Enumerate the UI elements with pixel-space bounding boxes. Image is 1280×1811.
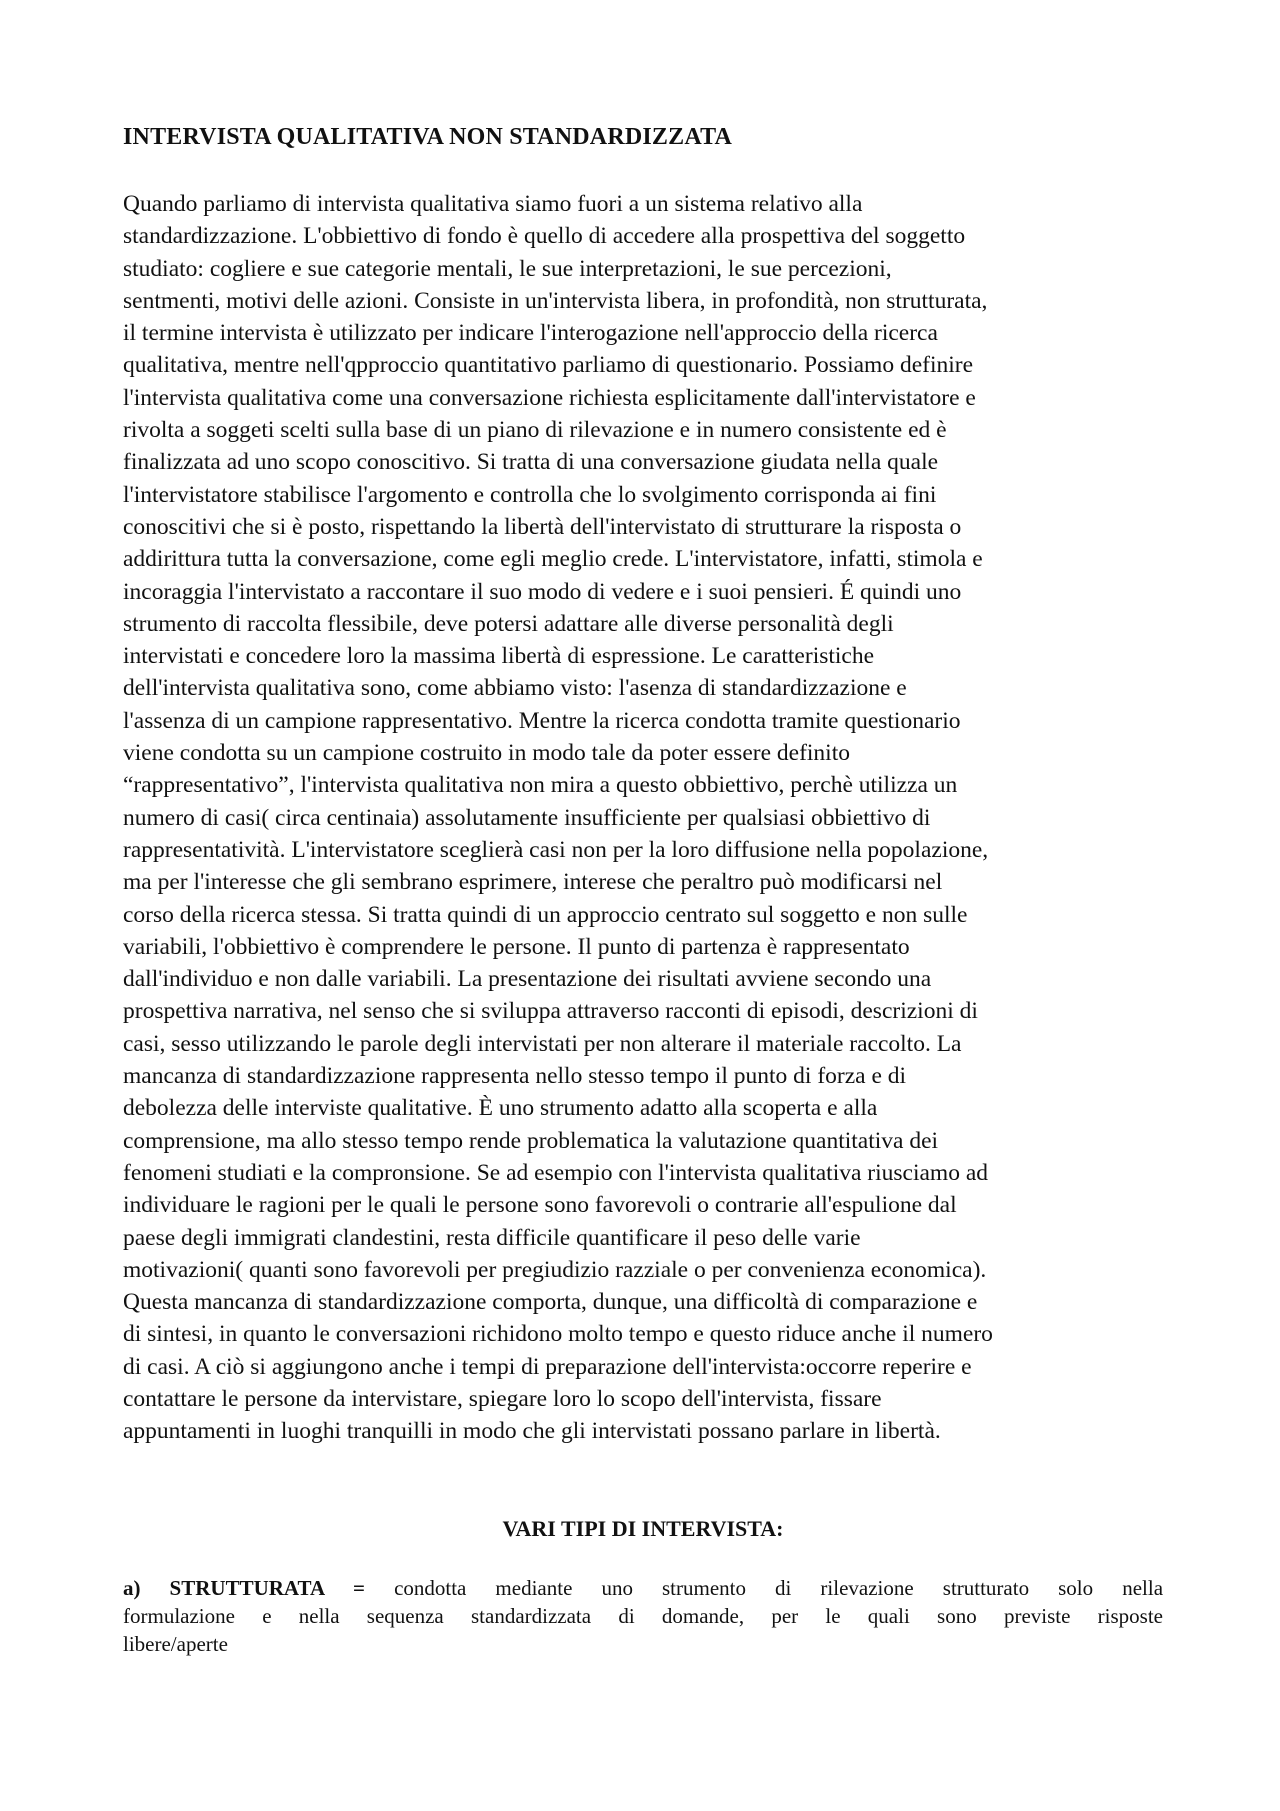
body-line: l'intervista qualitativa come una conversazione richiesta esplicitamente dall'intervistatore e bbox=[123, 384, 976, 411]
body-line: finalizzata ad uno scopo conoscitivo. Si tratta di una conversazione giudata nella quale bbox=[123, 449, 939, 476]
body-line: strumento di raccolta flessibile, deve potersi adattare alle diverse personalità degli bbox=[123, 610, 894, 637]
body-line: rivolta a soggeti scelti sulla base di un piano di rilevazione e in numero consistente ed è bbox=[123, 417, 947, 444]
type-a-line bbox=[123, 1574, 1163, 1602]
body-line: variabili, l'obbiettivo è comprendere le persone. Il punto di partenza è rappresentato bbox=[123, 933, 910, 960]
body-line: standardizzazione. L'obbiettivo di fondo è quello di accedere alla prospettiva del soggetto bbox=[123, 223, 966, 250]
body-line: viene condotta su un campione costruito in modo tale da poter essere definito bbox=[123, 740, 850, 767]
section-heading: VARI TIPI DI INTERVISTA: bbox=[502, 1516, 784, 1541]
body-line: dall'individuo e non dalle variabili. La presentazione dei risultati avviene secondo una bbox=[123, 966, 932, 993]
body-line: conoscitivi che si è posto, rispettando la libertà dell'intervistato di strutturare la risposta o bbox=[123, 513, 962, 540]
body-line: fenomeni studiati e la compronsione. Se ad esempio con l'intervista qualitativa riusciamo ad bbox=[123, 1159, 989, 1186]
body-line: dell'intervista qualitativa sono, come abbiamo visto: l'asenza di standardizzazione e bbox=[123, 675, 907, 702]
interview-type-a bbox=[123, 1574, 1163, 1658]
body-line: di sintesi, in quanto le conversazioni richidono molto tempo e questo riduce anche il numero bbox=[123, 1321, 993, 1348]
body-line: di casi. A ciò si aggiungono anche i tempi di preparazione dell'intervista:occorre reperire e bbox=[123, 1353, 972, 1380]
body-line: intervistati e concedere loro la massima libertà di espressione. Le caratteristiche bbox=[123, 643, 875, 670]
type-a-line: libere/aperte bbox=[123, 1632, 228, 1656]
body-line: il termine intervista è utilizzato per indicare l'interogazione nell'approccio della ricerca bbox=[123, 320, 938, 347]
body-line: l'assenza di un campione rappresentativo. Mentre la ricerca condotta tramite questionario bbox=[123, 707, 961, 734]
body-line: Questa mancanza di standardizzazione comporta, dunque, una difficoltà di comparazione e bbox=[123, 1289, 978, 1316]
body-line: incoraggia l'intervistato a raccontare il suo modo di vedere e i suoi pensieri. É quindi uno bbox=[123, 578, 962, 605]
body-line: qualitativa, mentre nell'qpproccio quantitativo parliamo di questionario. Possiamo definire bbox=[123, 352, 974, 379]
body-line: paese degli immigrati clandestini, resta difficile quantificare il peso delle varie bbox=[123, 1224, 861, 1251]
body-line: corso della ricerca stessa. Si tratta quindi di un approccio centrato sul soggetto e non sulle bbox=[123, 901, 968, 928]
body-line: “rappresentativo”, l'intervista qualitativa non mira a questo obbiettivo, perchè utilizza un bbox=[123, 772, 958, 799]
body-line: addirittura tutta la conversazione, come egli meglio crede. L'intervistatore, infatti, stimola e bbox=[123, 546, 983, 573]
body-line: appuntamenti in luoghi tranquilli in modo che gli intervistati possano parlare in libertà. bbox=[123, 1418, 941, 1445]
body-line: rappresentatività. L'intervistatore sceglierà casi non per la loro diffusione nella popolazione, bbox=[123, 836, 989, 863]
body-line: contattare le persone da intervistare, spiegare loro lo scopo dell'intervista, fissare bbox=[123, 1385, 882, 1412]
body-line: debolezza delle interviste qualitative. È uno strumento adatto alla scoperta e alla bbox=[123, 1095, 878, 1122]
body-line: sentmenti, motivi delle azioni. Consiste in un'intervista libera, in profondità, non strutturata, bbox=[123, 287, 988, 314]
type-a-label: a) STRUTTURATA = bbox=[123, 1576, 365, 1600]
body-line: motivazioni( quanti sono favorevoli per pregiudizio razziale o per convenienza economica). bbox=[123, 1256, 987, 1283]
body-line: ma per l'interesse che gli sembrano esprimere, interese che peraltro può modificarsi nel bbox=[123, 869, 943, 896]
body-line: numero di casi( circa centinaia) assolutamente insufficiente per qualsiasi obbiettivo di bbox=[123, 804, 931, 831]
type-a-definition-start: condotta mediante uno strumento di rilevazione strutturato solo nella bbox=[394, 1576, 1164, 1600]
document-title: INTERVISTA QUALITATIVA NON STANDARDIZZATA bbox=[123, 124, 733, 150]
body-line: l'intervistatore stabilisce l'argomento e controlla che lo svolgimento corrisponda ai fini bbox=[123, 481, 937, 508]
body-line: individuare le ragioni per le quali le persone sono favorevoli o contrarie all'espulione dal bbox=[123, 1192, 957, 1219]
body-line: mancanza di standardizzazione rappresenta nello stesso tempo il punto di forza e di bbox=[123, 1063, 907, 1090]
body-line: Quando parliamo di intervista qualitativa siamo fuori a un sistema relativo alla bbox=[123, 191, 863, 217]
body-line: comprensione, ma allo stesso tempo rende problematica la valutazione quantitativa dei bbox=[123, 1127, 939, 1154]
type-a-line: formulazione e nella sequenza standardizzata di domande, per le quali sono previste risposte bbox=[123, 1604, 1163, 1628]
body-line: studiato: cogliere e sue categorie mentali, le sue interpretazioni, le sue percezioni, bbox=[123, 255, 892, 282]
body-line: prospettiva narrativa, nel senso che si sviluppa attraverso racconti di episodi, descrizioni di bbox=[123, 998, 978, 1025]
body-line: casi, sesso utilizzando le parole degli intervistati per non alterare il materiale raccolto. La bbox=[123, 1030, 962, 1057]
body-paragraph bbox=[123, 188, 1163, 1448]
